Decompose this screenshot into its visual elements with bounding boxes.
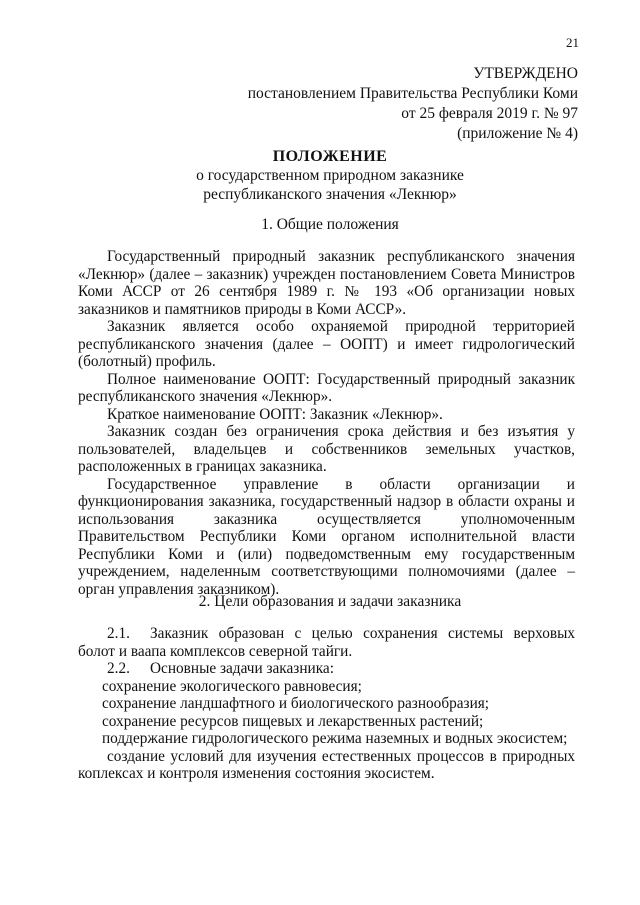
page-number: 21: [566, 35, 579, 50]
task-item: создание условий для изучения естественных процессов в природных коплексах и контроля изменения состояния экосистем.: [78, 747, 575, 782]
approval-line: (приложение № 4): [457, 125, 578, 142]
section-heading: 1. Общие положения: [261, 216, 399, 233]
approval-line: УТВЕРЖДЕНО: [473, 65, 578, 82]
paragraph: Заказник является особо охраняемой природной территорией республиканского значения (далее – ООПТ) и имеет гидрологический (болотный) профиль.: [78, 318, 575, 370]
section-body: [78, 625, 575, 783]
numbered-item: [78, 625, 575, 660]
section-heading: 2. Цели образования и задачи заказника: [198, 593, 462, 610]
item-number: 2.1.: [107, 625, 130, 642]
task-item: сохранение экологического равновесия;: [102, 677, 362, 695]
document-title: ПОЛОЖЕНИЕ: [272, 148, 388, 165]
task-item: поддержание гидрологического режима наземных и водных экосистем;: [102, 730, 568, 747]
item-text: Заказник образован с целью сохранения системы верховых болот и ваапа комплексов северной тайги.: [78, 625, 575, 660]
task-item: сохранение ландшафтного и биологического разнообразия;: [102, 695, 490, 712]
paragraph: Заказник создан без ограничения срока действия и без изъятия у пользователей, владельцев и собственников земельных участков, расположенных в границах заказника.: [78, 423, 575, 475]
document-subtitle: о государственном природном заказнике: [196, 167, 464, 184]
item-text: Основные задачи заказника:: [150, 660, 334, 677]
paragraph: Краткое наименование ООПТ: Заказник «Лекнюр».: [107, 405, 443, 423]
task-item: сохранение ресурсов пищевых и лекарственных растений;: [102, 712, 484, 730]
document-subtitle: республиканского значения «Лекнюр»: [203, 186, 457, 203]
paragraph: Полное наименование ООПТ: Государственный природный заказник республиканского значения «Лекнюр».: [78, 370, 575, 405]
section-body: [78, 248, 575, 598]
approval-line: постановлением Правительства Республики Коми: [247, 85, 578, 102]
approval-line: от 25 февраля 2019 г. № 97: [401, 105, 578, 122]
approval-stamp: [248, 64, 578, 144]
paragraph: Государственное управление в области организации и функционирования заказника, государственный надзор в области охраны и использования заказника осуществляется уполномоченным Правительством Республики Коми органом исполнительной власти Республики Коми и (или) подведомственным ему государственным учреждением, наделенным соответствующими полномочиями (далее – орган управления заказником).: [78, 475, 575, 598]
item-number: 2.2.: [107, 660, 130, 677]
numbered-item: [78, 660, 575, 678]
document-title-block: [100, 147, 560, 204]
paragraph: Государственный природный заказник республиканского значения «Лекнюр» (далее – заказник) учрежден постановлением Совета Министров Коми АССР от 26 сентября 1989 г. № 193 «Об организации новых заказников и памятников природы в Коми АССР».: [78, 248, 575, 318]
